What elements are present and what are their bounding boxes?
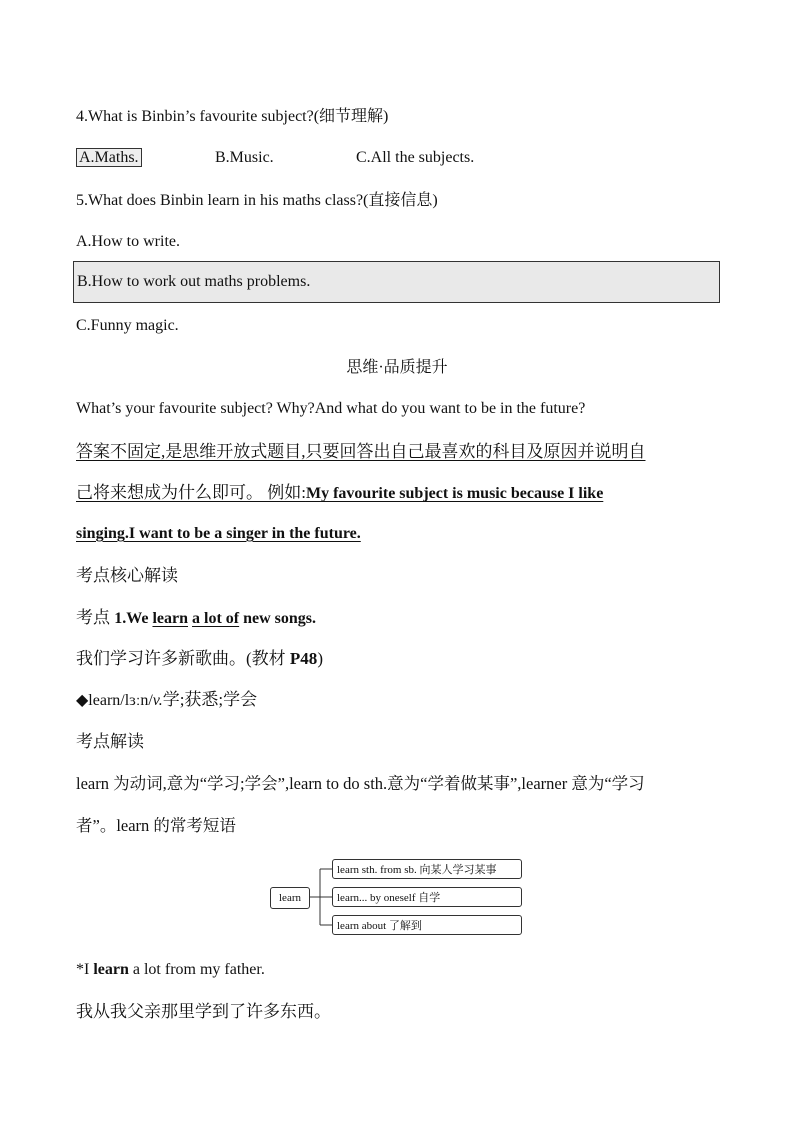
q4-option-b: B.Music.	[215, 149, 274, 166]
core-title: 考点核心解读	[76, 566, 178, 585]
phrase-diagram	[270, 855, 530, 940]
question-4: 4.What is Binbin’s favourite subject?(细节理解)	[76, 108, 389, 125]
answer-line-1: 答案不固定,是思维开放式题目,只要回答出自己最喜欢的科目及原因并说明自	[76, 442, 646, 461]
vocab-meaning: 学;获悉;学会	[162, 690, 258, 709]
example-sentence	[76, 959, 265, 981]
example-translation: 我从我父亲那里学到了许多东西。	[76, 1002, 331, 1021]
section-title: 思维·品质提升	[346, 359, 448, 376]
q4-option-a	[76, 147, 142, 169]
point-1-rest: new songs.	[239, 610, 317, 627]
answer-line-3	[76, 523, 361, 545]
q5-option-b: B.How to work out maths problems.	[77, 273, 311, 290]
diagram-node-1: learn sth. from sb. 向某人学习某事	[332, 859, 522, 879]
point-1-num: 1.We	[114, 610, 153, 627]
q4-option-a-boxed: A.Maths.	[76, 148, 142, 167]
q5-option-a: A.How to write.	[76, 233, 180, 250]
question-5: 5.What does Binbin learn in his maths class?(直接信息)	[76, 192, 438, 209]
point-1-prefix: 考点	[76, 608, 115, 627]
translation-close: )	[317, 649, 323, 668]
q5-option-c: C.Funny magic.	[76, 317, 179, 334]
vocab	[76, 689, 257, 712]
translation	[76, 648, 323, 670]
answer-line-2-bold: My favourite subject is music because I like	[305, 485, 604, 502]
translation-ref: P48	[289, 649, 318, 668]
answer-line-3-bold: singing.I want to be a singer in the future.	[76, 525, 361, 542]
q5-option-b-highlight	[73, 261, 720, 303]
diagram-node-2: learn... by oneself 自学	[332, 887, 522, 907]
vocab-text: ◆learn/lɜːn/	[76, 692, 153, 709]
example-star: *I	[76, 961, 94, 978]
explain-line-2: 者”。learn 的常考短语	[76, 816, 236, 835]
point-1	[76, 607, 316, 630]
diagram-root: learn	[270, 887, 310, 909]
translation-text: 我们学习许多新歌曲。(教材	[76, 649, 290, 668]
example-learn: learn	[93, 961, 129, 978]
vocab-pos: v.	[152, 692, 163, 709]
explain-title: 考点解读	[76, 732, 144, 751]
prompt: What’s your favourite subject? Why?And what do you want to be in the future?	[76, 400, 586, 417]
diagram-node-3: learn about 了解到	[332, 915, 522, 935]
answer-line-2	[76, 482, 718, 505]
point-1-a-lot-of: a lot of	[192, 610, 240, 627]
point-1-learn: learn	[152, 610, 189, 627]
answer-line-2-plain: 己将来想成为什么即可。 例如:	[76, 483, 306, 502]
explain-line-1: learn 为动词,意为“学习;学会”,learn to do sth.意为“学着做某事”,learner 意为“学习	[76, 774, 645, 793]
q4-option-c: C.All the subjects.	[356, 149, 475, 166]
example-rest: a lot from my father.	[128, 961, 265, 978]
